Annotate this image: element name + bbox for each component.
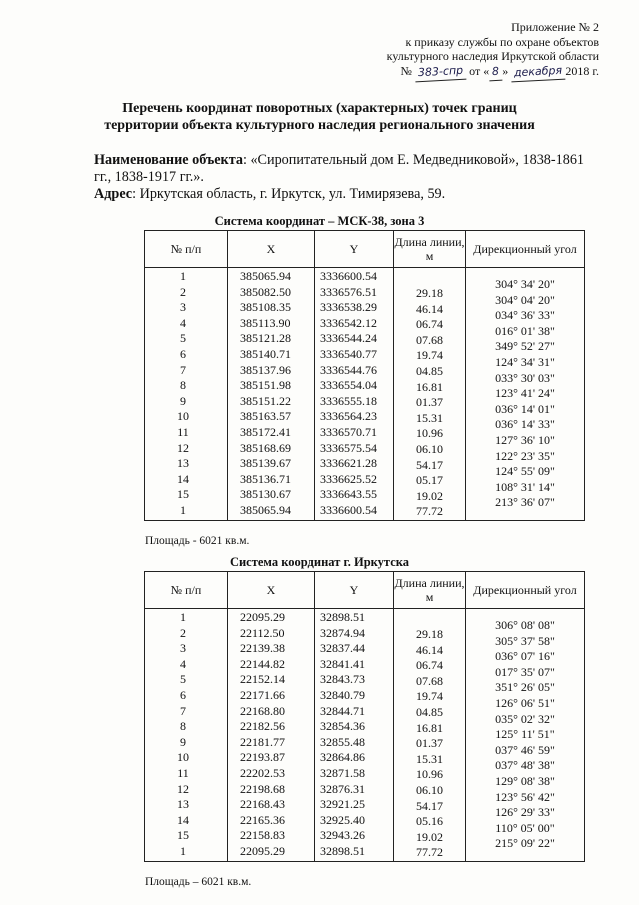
appendix-header (387, 20, 599, 80)
x-cell: 22168.80 (240, 703, 285, 718)
x-cell: 385168.69 (240, 440, 291, 455)
angles-cell: 349° 52' 27" (495, 339, 555, 354)
x-cell: 22139.38 (240, 641, 285, 656)
nums-cell: 12 (177, 781, 189, 796)
nums-cell: 2 (180, 625, 186, 640)
y-cell: 32898.51 (320, 843, 365, 858)
lengths-cell: 29.18 (416, 286, 443, 300)
angles-cell: 304° 04' 20" (495, 292, 555, 307)
y-cell: 3336570.71 (320, 424, 377, 439)
y-cell: 3336538.29 (320, 300, 377, 315)
lengths-cell: 19.74 (416, 689, 443, 704)
appendix-line-2: к приказу службы по охране объектов (405, 34, 599, 49)
lengths-cell: 01.37 (416, 736, 443, 751)
angles-cell: 129° 08' 38" (495, 773, 555, 788)
angles-cell: 016° 01' 38" (495, 323, 555, 338)
nums-cell: 6 (180, 346, 186, 361)
y-cell: 32921.25 (320, 797, 365, 812)
angles-cell: 125° 11' 51" (495, 727, 555, 742)
nums-cell: 7 (180, 362, 186, 377)
lengths-cell: 16.81 (416, 379, 443, 394)
y-cell: 3336544.76 (320, 362, 377, 377)
nums-cell: 12 (177, 440, 189, 455)
angles-cell: 017° 35' 07" (495, 664, 555, 679)
angles-cell: 351° 26' 05" (495, 680, 555, 695)
header-num: № п/п (145, 231, 228, 268)
x-cell: 385151.98 (240, 378, 291, 393)
lengths-cell: 10.96 (416, 767, 443, 782)
lengths-cell: 46.14 (416, 301, 443, 316)
y-cell: 32871.58 (320, 765, 365, 780)
appendix-line-3: культурного наследия Иркутской области (386, 49, 599, 64)
lengths-cell: 06.74 (416, 658, 443, 673)
header-y: Y (315, 231, 394, 268)
lengths-cell: 04.85 (416, 704, 443, 719)
angles-cell: 123° 41' 24" (495, 386, 555, 401)
x-cell: 385137.96 (240, 362, 291, 377)
y-cell: 3336564.23 (320, 409, 377, 424)
angles-cell: 213° 36' 07" (495, 495, 555, 510)
nums-cell: 3 (180, 641, 186, 656)
title-line-2: территории объекта культурного наследия регионального значения (104, 118, 535, 133)
order-year: 2018 г. (565, 63, 599, 78)
x-cell: 22202.53 (240, 765, 285, 780)
angles-cell: 124° 34' 31" (495, 354, 555, 369)
nums-cell: 9 (180, 393, 186, 408)
y-cell: 32855.48 (320, 734, 365, 749)
nums-cell: 15 (177, 487, 189, 502)
lengths-cell: 06.10 (416, 441, 443, 456)
angles-cell: 123° 56' 42" (495, 789, 555, 804)
angles-cell: 215° 09' 22" (495, 836, 555, 851)
lengths-cell: 16.81 (416, 720, 443, 735)
lengths-cell: 19.02 (416, 488, 443, 503)
nums-cell: 3 (180, 300, 186, 315)
y-cell: 3336600.54 (320, 502, 377, 517)
nums-cell: 2 (180, 284, 186, 299)
document-title (0, 100, 639, 134)
y-cell: 3336544.24 (320, 331, 377, 346)
x-cell: 385140.71 (240, 346, 291, 361)
x-cell: 22165.36 (240, 812, 285, 827)
y-cell: 32841.41 (320, 656, 365, 671)
x-cell: 22182.56 (240, 719, 285, 734)
x-cell: 385139.67 (240, 456, 291, 471)
header-y: Y (315, 572, 394, 609)
x-cell: 22198.68 (240, 781, 285, 796)
y-cell: 3336542.12 (320, 315, 377, 330)
angles-cell: 126° 06' 51" (495, 695, 555, 710)
y-cell: 32840.79 (320, 687, 365, 702)
nums-cell: 10 (177, 750, 189, 765)
nums-cell: 4 (180, 315, 186, 330)
nums-cell: 6 (180, 687, 186, 702)
lengths-cell: 07.68 (416, 332, 443, 347)
object-address (94, 186, 599, 203)
num-column (145, 268, 228, 521)
nums-cell: 11 (177, 765, 189, 780)
header-num: № п/п (145, 572, 228, 609)
nums-cell: 11 (177, 424, 189, 439)
nums-cell: 5 (180, 331, 186, 346)
angles-cell: 036° 14' 01" (495, 401, 555, 416)
lengths-cell: 19.02 (416, 829, 443, 844)
lengths-cell: 06.74 (416, 317, 443, 332)
x-column (228, 268, 315, 521)
lengths-cell: 05.17 (416, 473, 443, 488)
x-cell: 385065.94 (240, 269, 291, 283)
nums-cell: 1 (180, 843, 186, 858)
order-mid: » (502, 63, 509, 78)
order-from: от « (469, 63, 490, 78)
nums-cell: 14 (177, 471, 189, 486)
num-column (145, 609, 228, 862)
title-line-1: Перечень координат поворотных (характерных) точек границ (122, 101, 517, 116)
coordinates-table-msk38 (144, 230, 585, 521)
y-column (315, 609, 394, 862)
order-prefix: № (400, 63, 412, 78)
x-cell: 22193.87 (240, 750, 285, 765)
angles-cell: 035° 02' 32" (495, 711, 555, 726)
lengths-cell: 19.74 (416, 348, 443, 363)
angles-cell: 122° 23' 35" (495, 448, 555, 463)
order-day: 8 (489, 64, 503, 80)
angles-cell: 127° 36' 10" (495, 432, 555, 447)
y-cell: 32874.94 (320, 625, 365, 640)
nums-cell: 1 (180, 269, 186, 283)
y-cell: 32837.44 (320, 641, 365, 656)
header-angle: Дирекционный угол (466, 231, 585, 268)
angles-cell: 126° 29' 33" (495, 805, 555, 820)
y-cell: 3336554.04 (320, 378, 377, 393)
lengths-cell: 15.31 (416, 751, 443, 766)
object-name (94, 152, 599, 186)
length-column (394, 268, 466, 521)
x-cell: 22171.66 (240, 687, 285, 702)
angles-cell: 304° 34' 20" (495, 277, 555, 291)
nums-cell: 8 (180, 719, 186, 734)
y-cell: 3336643.55 (320, 487, 377, 502)
nums-cell: 15 (177, 828, 189, 843)
x-cell: 22095.29 (240, 610, 285, 624)
header-angle: Дирекционный угол (466, 572, 585, 609)
angles-cell: 036° 07' 16" (495, 649, 555, 664)
angles-cell: 033° 30' 03" (495, 370, 555, 385)
nums-cell: 8 (180, 378, 186, 393)
x-cell: 22168.43 (240, 797, 285, 812)
x-cell: 22181.77 (240, 734, 285, 749)
angles-cell: 108° 31' 14" (495, 479, 555, 494)
lengths-cell: 54.17 (416, 798, 443, 813)
nums-cell: 1 (180, 610, 186, 624)
y-cell: 32843.73 (320, 672, 365, 687)
nums-cell: 13 (177, 797, 189, 812)
x-cell: 22158.83 (240, 828, 285, 843)
header-length: Длина линии, м (394, 231, 466, 268)
x-cell: 22095.29 (240, 843, 285, 858)
lengths-cell: 07.68 (416, 673, 443, 688)
y-cell: 3336575.54 (320, 440, 377, 455)
y-cell: 3336625.52 (320, 471, 377, 486)
x-cell: 385108.35 (240, 300, 291, 315)
nums-cell: 9 (180, 734, 186, 749)
nums-cell: 13 (177, 456, 189, 471)
appendix-line-1: Приложение № 2 (511, 20, 599, 34)
angles-cell: 034° 36' 33" (495, 308, 555, 323)
y-cell: 3336621.28 (320, 456, 377, 471)
x-cell: 385163.57 (240, 409, 291, 424)
y-cell: 3336555.18 (320, 393, 377, 408)
lengths-cell: 29.18 (416, 627, 443, 641)
nums-cell: 4 (180, 656, 186, 671)
y-cell: 3336540.77 (320, 346, 377, 361)
x-cell: 22112.50 (240, 625, 285, 640)
object-name-value: : «Сиропитательный дом Е. Медведниковой», 1838-1861 гг., 1838-1917 гг.». (94, 152, 585, 185)
angles-cell: 037° 48' 38" (495, 758, 555, 773)
lengths-cell: 77.72 (416, 845, 443, 860)
x-cell: 385113.90 (240, 315, 291, 330)
angles-cell: 305° 37' 58" (495, 633, 555, 648)
x-column (228, 609, 315, 862)
area-text-msk38: Площадь - 6021 кв.м. (145, 535, 250, 547)
x-cell: 385121.28 (240, 331, 291, 346)
y-cell: 3336576.51 (320, 284, 377, 299)
x-cell: 385065.94 (240, 502, 291, 517)
lengths-cell: 15.31 (416, 410, 443, 425)
object-address-label: Адрес (94, 186, 133, 202)
angles-cell: 036° 14' 33" (495, 417, 555, 432)
header-x: X (228, 572, 315, 609)
nums-cell: 10 (177, 409, 189, 424)
x-cell: 385082.50 (240, 284, 291, 299)
table-caption-msk38: Система координат – МСК-38, зона 3 (214, 214, 425, 228)
order-line (401, 64, 599, 81)
x-cell: 22152.14 (240, 672, 285, 687)
lengths-cell: 04.85 (416, 363, 443, 378)
y-cell: 32864.86 (320, 750, 365, 765)
nums-cell: 7 (180, 703, 186, 718)
x-cell: 22144.82 (240, 656, 285, 671)
lengths-cell: 77.72 (416, 504, 443, 519)
angle-column (466, 268, 585, 521)
x-cell: 385136.71 (240, 471, 291, 486)
object-address-value: : Иркутская область, г. Иркутск, ул. Тимирязева, 59. (132, 186, 446, 202)
angles-cell: 110° 05' 00" (495, 820, 555, 835)
lengths-cell: 05.16 (416, 814, 443, 829)
object-name-label: Наименование объекта (94, 152, 243, 168)
lengths-cell: 46.14 (416, 642, 443, 657)
x-cell: 385151.22 (240, 393, 291, 408)
area-text-irkutsk: Площадь – 6021 кв.м. (145, 876, 252, 888)
lengths-cell: 54.17 (416, 457, 443, 472)
lengths-cell: 10.96 (416, 426, 443, 441)
nums-cell: 14 (177, 812, 189, 827)
nums-cell: 1 (180, 502, 186, 517)
lengths-cell: 01.37 (416, 395, 443, 410)
x-cell: 385172.41 (240, 424, 291, 439)
y-cell: 32943.26 (320, 828, 365, 843)
angles-cell: 124° 55' 09" (495, 464, 555, 479)
coordinates-table-irkutsk (144, 571, 585, 862)
y-column (315, 268, 394, 521)
y-cell: 32876.31 (320, 781, 365, 796)
order-number: 383-спр (415, 63, 467, 81)
y-cell: 32844.71 (320, 703, 365, 718)
x-cell: 385130.67 (240, 487, 291, 502)
y-cell: 32854.36 (320, 719, 365, 734)
object-info (94, 152, 599, 203)
angle-column (466, 609, 585, 862)
angles-cell: 306° 08' 08" (495, 618, 555, 632)
table-caption-irkutsk: Система координат г. Иркутска (229, 555, 410, 569)
lengths-cell: 06.10 (416, 782, 443, 797)
y-cell: 32925.40 (320, 812, 365, 827)
length-column (394, 609, 466, 862)
header-x: X (228, 231, 315, 268)
header-length: Длина линии, м (394, 572, 466, 609)
nums-cell: 5 (180, 672, 186, 687)
y-cell: 3336600.54 (320, 269, 377, 283)
order-month: декабря (511, 63, 566, 81)
angles-cell: 037° 46' 59" (495, 742, 555, 757)
y-cell: 32898.51 (320, 610, 365, 624)
